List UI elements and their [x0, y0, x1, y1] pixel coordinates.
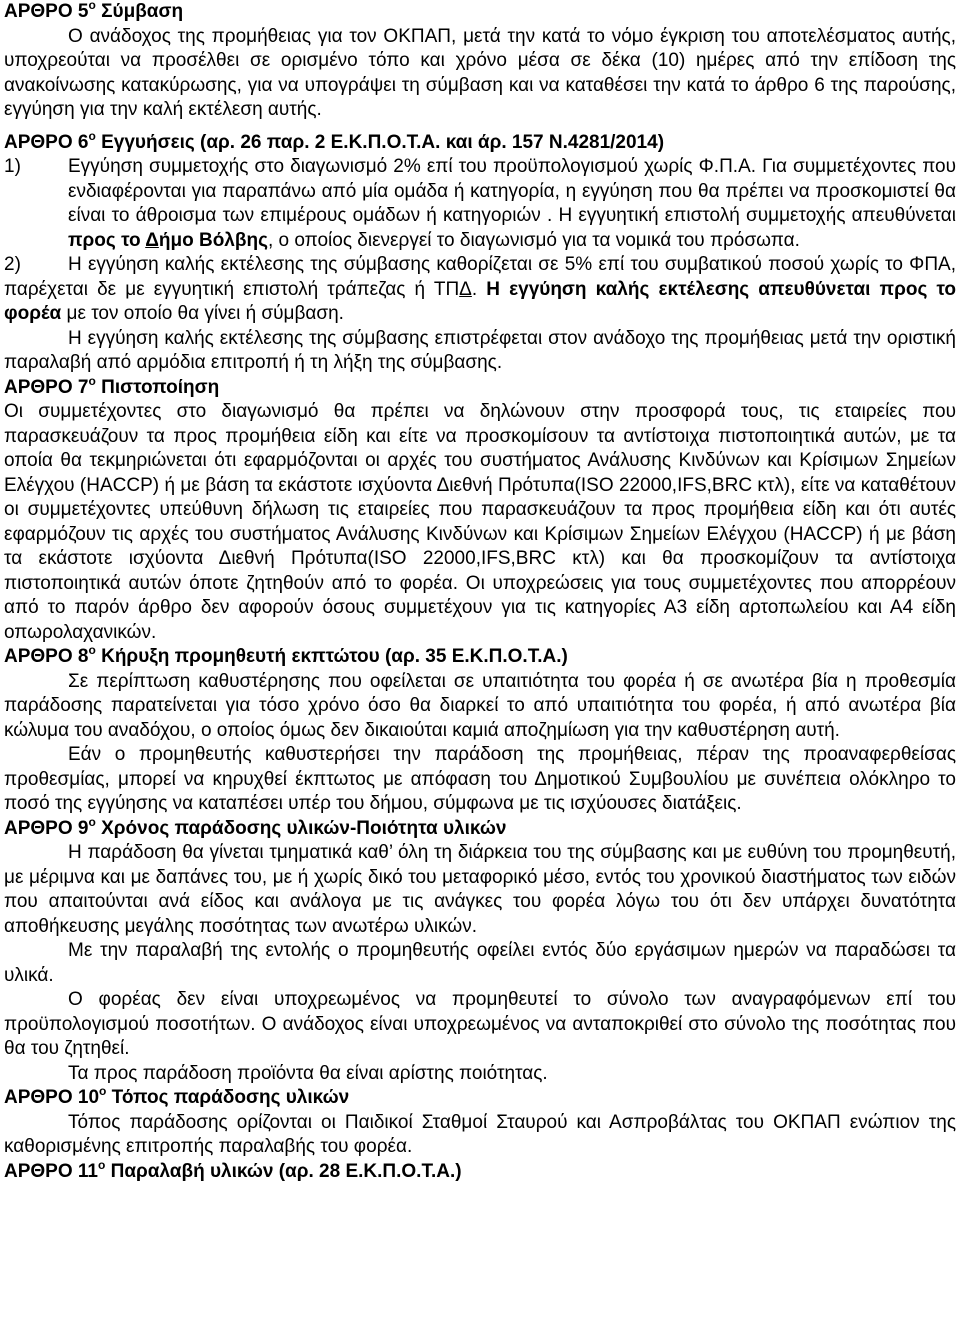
- article-5-paragraph: Ο ανάδοχος της προμήθειας για τον ΟΚΠΑΠ, μετά την κατά το νόμο έγκριση του αποτελέσματος αυτής, υποχρεούται να προσέλθει σε ορισμένο τόπο και χρόνο μέσα σε δέκα (10) ημέρες από την επίδοση της ανακοίνωσης κατακύρωσης, για να υπογράψει τη σύμβαση και να καταθέσει την κατά το άρθρο 6 της παρούσης, εγγύηση για την καλή εκτέλεση αυτής.: [4, 25, 956, 120]
- article-6-heading: ΑΡΘΡΟ $6^o$ Εγγυήσεις (αρ. 26 παρ. 2 Ε.Κ.Π.Ο.Τ.Α. και άρ. 157 Ν.4281/2014): [4, 128, 665, 153]
- article-11-heading: ΑΡΘΡΟ $11^o$ Παραλαβή υλικών (αρ. 28 Ε.Κ.Π.Ο.Τ.Α.): [4, 1157, 462, 1182]
- article-5-heading: ΑΡΘΡΟ $5^o$ Σύμβαση: [4, 0, 184, 22]
- article-8-paragraph-2: Εάν ο προμηθευτής καθυστερήσει την παράδοση της προμήθειας, πέραν της προαναφερθείσας προθεσμίας, μπορεί να κηρυχθεί έκπτωτος με απόφαση του Δημοτικού Συμβουλίου με συνέπεια ολόκληρο το ποσό της εγγύησης να καταπέσει υπέρ του δήμου, σύμφωνα με τις ισχύουσες διατάξεις.: [4, 744, 956, 814]
- article-9-paragraph-4: Τα προς παράδοση προϊόντα θα είναι αρίστης ποιότητας.: [68, 1062, 548, 1084]
- article-8-paragraph-1: Σε περίπτωση καθυστέρησης που οφείλεται σε υπαιτιότητα του φορέα ή σε ανωτέρα βία η προθεσμία παράδοσης παρατείνεται για τόσο χρόνο όσο θα διαρκεί το από υπαιτιότητα του φορέα, ή από ανωτέρα βία κώλυμα του αναδόχου, ο οποίος όμως δεν δικαιούται καμιά αποζημίωση για την καθυστέρηση αυτή.: [4, 670, 956, 741]
- article-9-paragraph-2: Με την παραλαβή της εντολής ο προμηθευτής οφείλει εντός δύο εργάσιμων ημερών να παραδώσει τα υλικά.: [4, 940, 956, 986]
- article-6-item-1: 1) Εγγύηση συμμετοχής στο διαγωνισμό 2% επί του προϋπολογισμού χωρίς Φ.Π.Α. Για συμμετέχοντες που ενδιαφέρονται για παραπάνω από μία ομάδα ή κατηγορία, η εγγύηση που θα πρέπει να προσκομιστεί θα είναι το άθροισμα των επιμέρους ομάδων ή κατηγοριών . Η εγγυητική επιστολή συμμετοχής απευθύνεται προς το Δήμο Βόλβης, ο οποίος διενεργεί το διαγωνισμό για τα νομικά του πρόσωπα.: [4, 156, 956, 251]
- article-6-paragraph: Η εγγύηση καλής εκτέλεσης της σύμβασης επιστρέφεται στον ανάδοχο της προμήθειας μετά την οριστική παραλαβή από αρμόδια επιτροπή ή τη λήξη της σύμβασης.: [4, 327, 956, 373]
- article-9-paragraph-1: Η παράδοση θα γίνεται τμηματικά καθ’ όλη τη διάρκεια του της σύμβασης και με ευθύνη του προμηθευτή, με μέριμνα και με δαπάνες του, με ή χωρίς δικό του μεταφορικό μέσο, εντός του χρονικού διαστήματος των ειδών που απαιτούνται ανά είδος και ανάλογα με τις ανάγκες του φορέα λόγω του ότι δεν υπάρχει δυνατότητα αποθήκευσης μεγάλης ποσότητας των ανωτέρω υλικών.: [4, 842, 956, 937]
- article-10-paragraph: Τόπος παράδοσης ορίζονται οι Παιδικοί Σταθμοί Σταυρού και Ασπροβάλτας του ΟΚΠΑΠ ενώπιον της καθορισμένης επιτροπής παραλαβής του φορέα.: [4, 1111, 956, 1157]
- article-8-heading: ΑΡΘΡΟ $8^o$ Κήρυξη προμηθευτή εκπτώτου (αρ. 35 Ε.Κ.Π.Ο.Τ.Α.): [4, 643, 568, 667]
- article-9-paragraph-3: Ο φορέας δεν είναι υποχρεωμένος να προμηθευτεί το σύνολο των αναγραφόμενων επί του προϋπολογισμού ποσοτήτων. Ο ανάδοχος είναι υποχρεωμένος να ανταποκριθεί στο σύνολο της ποσότητας που θα του ζητηθεί.: [4, 989, 956, 1059]
- article-6-item-2: 2) Η εγγύηση καλής εκτέλεσης της σύμβασης καθορίζεται σε 5% επί του συμβατικού ποσού χωρίς το ΦΠΑ, παρέχεται δε με εγγυητική επιστολή τράπεζας ή ΤΠΔ. Η εγγύηση καλής εκτέλεσης απευθύνεται προς το φορέα με τον οποίο θα γίνει ή σύμβαση.: [4, 254, 956, 324]
- article-7-heading: ΑΡΘΡΟ $7^o$ Πιστοποίηση: [4, 373, 220, 398]
- article-9-heading: ΑΡΘΡΟ $9^o$ Χρόνος παράδοσης υλικών-Ποιότητα υλικών: [4, 814, 507, 839]
- article-10-heading: ΑΡΘΡΟ $10^o$ Τόπος παράδοσης υλικών: [4, 1084, 350, 1108]
- article-7-paragraph: Οι συμμετέχοντες στο διαγωνισμό θα πρέπει να δηλώνουν στην προσφορά τους, τις εταιρείες που παρασκευάζουν τα προς προμήθεια είδη και είτε να προσκομίσουν τα αντίστοιχα πιστοποιητικά αυτών, με τα οποία θα τεκμηριώνεται ότι εφαρμόζονται οι αρχές του συστήματος Ανάλυσης Κινδύνων και Κρίσιμων Σημείων Ελέγχου (HACCP) ή με βάση τα εκάστοτε ισχύοντα Διεθνή Πρότυπα(ISO 22000,IFS,BRC κτλ), είτε να καταθέτουν οι συμμετέχοντες υπεύθυνη δήλωση τις εταιρείες που παρασκευάζουν τα προς προμήθεια είδη και ότι αυτές εφαρμόζουν τις αρχές του συστήματος Ανάλυσης Κινδύνων και Κρίσιμων Σημείων Ελέγχου (HACCP) ή με βάση τα εκάστοτε ισχύοντα Διεθνή Πρότυπα(ISO 22000,IFS,BRC κτλ) και θα προσκομίζουν τα αντίστοιχα πιστοποιητικά αυτών όποτε ζητηθούν από το φορέα. Οι υποχρεώσεις για τους συμμετέχοντες που απορρέουν από το παρόν άρθρο δεν αφορούν όσους συμμετέχουν για τις κατηγορίες Α3 είδη αρτοπωλείου και Α4 είδη οπωρολαχανικών.: [4, 401, 956, 643]
